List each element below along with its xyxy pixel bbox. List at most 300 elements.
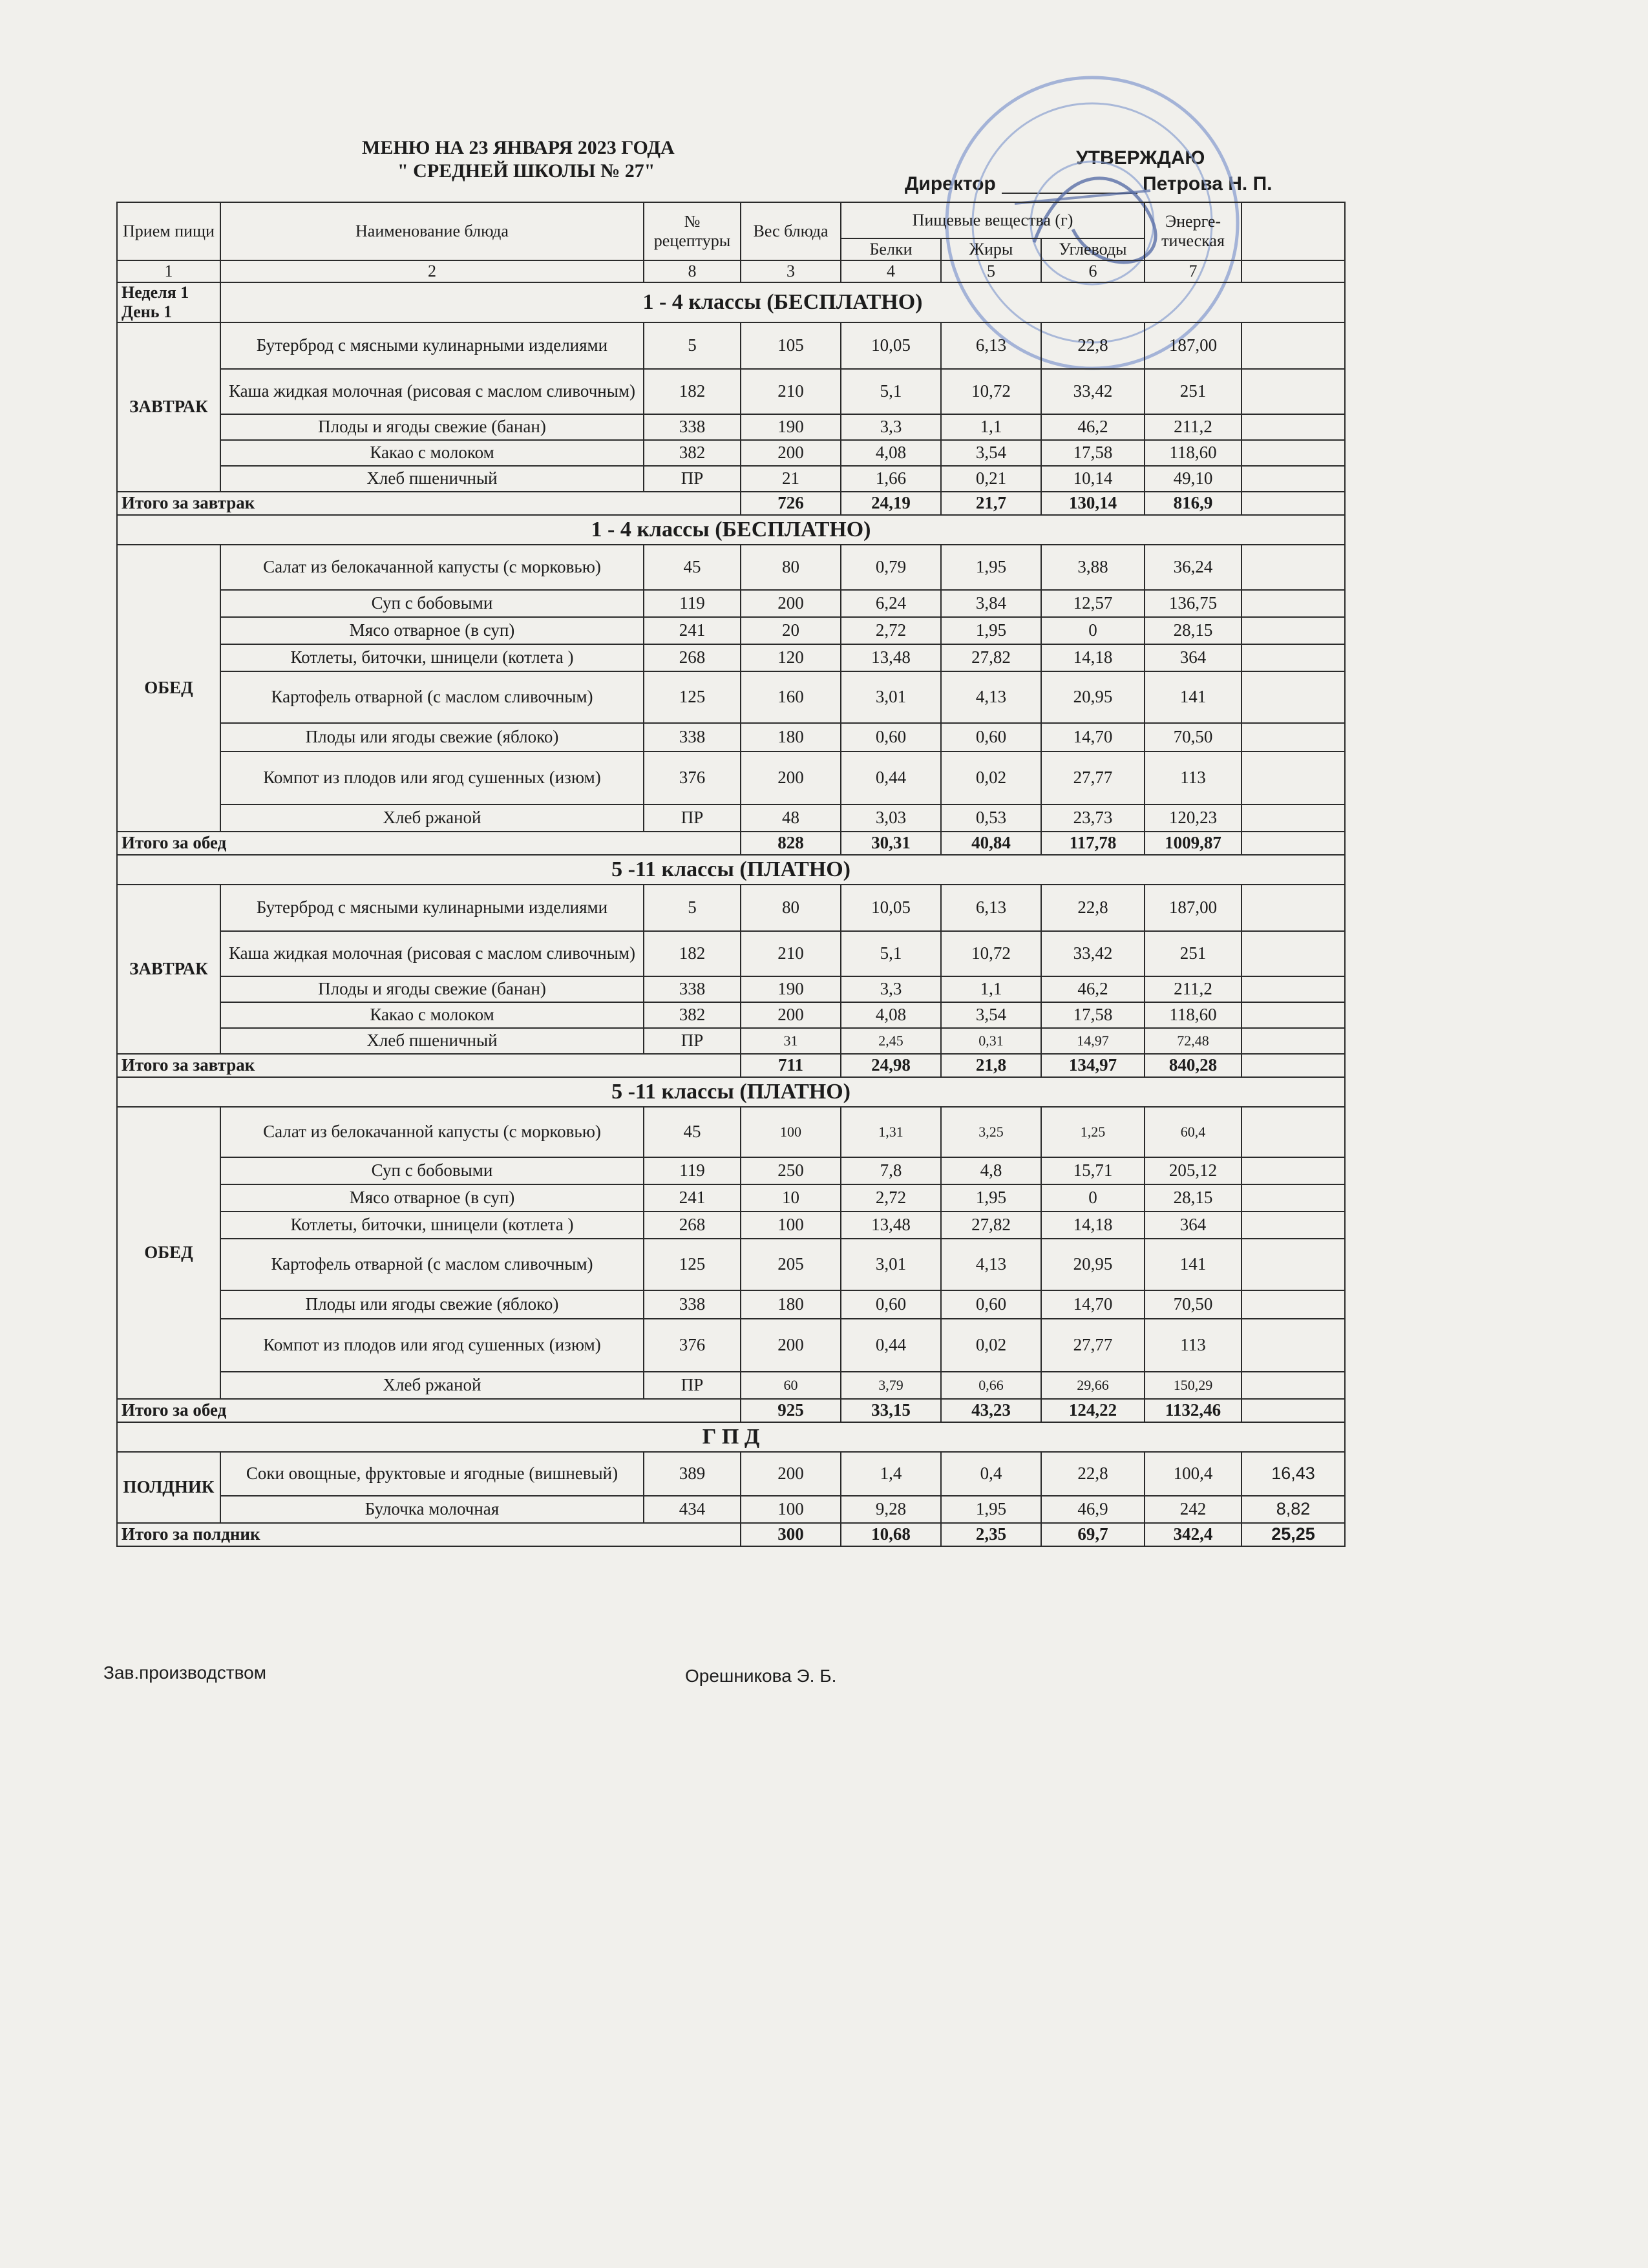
nutrient-value: 10,72 — [941, 369, 1041, 414]
col-carbs-header: Углеводы — [1041, 238, 1145, 260]
dish-name: Суп с бобовыми — [220, 590, 644, 617]
nutrient-value: 10,14 — [1041, 466, 1145, 492]
nutrient-value: 23,73 — [1041, 804, 1145, 832]
total-row — [117, 832, 1345, 855]
col-dish-header: Наименование блюда — [220, 202, 644, 260]
nutrient-value: 4,13 — [941, 1239, 1041, 1290]
section-row — [117, 515, 1345, 545]
section-row — [117, 282, 1345, 322]
nutrient-value: 205,12 — [1145, 1157, 1241, 1184]
column-number: 1 — [117, 260, 220, 282]
nutrient-value: 10 — [741, 1184, 841, 1212]
nutrient-value: 364 — [1145, 644, 1241, 671]
col-extra-header — [1241, 202, 1345, 260]
nutrient-value: 118,60 — [1145, 1002, 1241, 1028]
nutrient-value: 0 — [1041, 617, 1145, 644]
school-name: " СРЕДНЕЙ ШКОЛЫ № 27" — [397, 160, 655, 182]
nutrient-value: 0,21 — [941, 466, 1041, 492]
dish-name: Плоды или ягоды свежие (яблоко) — [220, 723, 644, 751]
total-value: 342,4 — [1145, 1523, 1241, 1546]
nutrient-value: 17,58 — [1041, 440, 1145, 466]
dish-name: Бутерброд с мясными кулинарными изделиями — [220, 322, 644, 369]
nutrient-value: 72,48 — [1145, 1028, 1241, 1054]
nutrient-value: 190 — [741, 976, 841, 1002]
recipe-number: 268 — [644, 644, 741, 671]
dish-name: Компот из плодов или ягод сушенных (изюм) — [220, 751, 644, 804]
dish-row — [117, 1157, 1345, 1184]
nutrient-value: 70,50 — [1145, 1290, 1241, 1319]
meal-label: ПОЛДНИК — [117, 1452, 220, 1523]
dish-name: Мясо отварное (в суп) — [220, 617, 644, 644]
recipe-number: 125 — [644, 671, 741, 723]
section-title: 1 - 4 классы (БЕСПЛАТНО) — [220, 282, 1345, 322]
nutrient-value: 27,82 — [941, 1212, 1041, 1239]
nutrient-value: 46,2 — [1041, 414, 1145, 440]
nutrient-value: 20,95 — [1041, 671, 1145, 723]
dish-name: Соки овощные, фруктовые и ягодные (вишневый) — [220, 1452, 644, 1496]
total-value: 10,68 — [841, 1523, 941, 1546]
dish-name: Каша жидкая молочная (рисовая с маслом сливочным) — [220, 369, 644, 414]
extra-value — [1241, 885, 1345, 931]
column-number: 3 — [741, 260, 841, 282]
dish-row — [117, 466, 1345, 492]
recipe-number: 5 — [644, 322, 741, 369]
nutrient-value: 14,70 — [1041, 723, 1145, 751]
total-label: Итого за завтрак — [117, 1054, 741, 1077]
nutrient-value: 0,44 — [841, 751, 941, 804]
dish-name: Суп с бобовыми — [220, 1157, 644, 1184]
dish-row — [117, 1290, 1345, 1319]
dish-row — [117, 1319, 1345, 1372]
nutrient-value: 6,13 — [941, 322, 1041, 369]
dish-row — [117, 322, 1345, 369]
nutrient-value: 200 — [741, 1452, 841, 1496]
nutrient-value: 2,72 — [841, 1184, 941, 1212]
nutrient-value: 251 — [1145, 931, 1241, 976]
nutrient-value: 0,53 — [941, 804, 1041, 832]
menu-title: МЕНЮ НА 23 ЯНВАРЯ 2023 ГОДА — [362, 137, 675, 158]
nutrient-value: 6,13 — [941, 885, 1041, 931]
dish-name: Мясо отварное (в суп) — [220, 1184, 644, 1212]
total-value: 726 — [741, 492, 841, 515]
nutrient-value: 10,05 — [841, 885, 941, 931]
dish-row — [117, 1239, 1345, 1290]
nutrient-value: 180 — [741, 1290, 841, 1319]
dish-row — [117, 440, 1345, 466]
dish-name: Салат из белокачанной капусты (с морковью) — [220, 545, 644, 590]
dish-name: Котлеты, биточки, шницели (котлета ) — [220, 1212, 644, 1239]
dish-name: Каша жидкая молочная (рисовая с маслом сливочным) — [220, 931, 644, 976]
col-meal-header: Прием пищи — [117, 202, 220, 260]
header-row — [117, 202, 1345, 238]
recipe-number: 338 — [644, 976, 741, 1002]
extra-value — [1241, 1157, 1345, 1184]
total-extra — [1241, 1399, 1345, 1422]
nutrient-value: 3,03 — [841, 804, 941, 832]
nutrient-value: 141 — [1145, 671, 1241, 723]
total-value: 816,9 — [1145, 492, 1241, 515]
column-number: 2 — [220, 260, 644, 282]
dish-name: Хлеб пшеничный — [220, 466, 644, 492]
nutrient-value: 46,9 — [1041, 1496, 1145, 1523]
nutrient-value: 3,01 — [841, 671, 941, 723]
nutrient-value: 4,08 — [841, 1002, 941, 1028]
nutrient-value: 0,60 — [841, 723, 941, 751]
nutrient-value: 2,72 — [841, 617, 941, 644]
dish-name: Картофель отварной (с маслом сливочным) — [220, 671, 644, 723]
nutrient-value: 1,1 — [941, 414, 1041, 440]
column-number: 4 — [841, 260, 941, 282]
nutrient-value: 200 — [741, 1319, 841, 1372]
column-number: 6 — [1041, 260, 1145, 282]
column-number: 5 — [941, 260, 1041, 282]
nutrient-value: 0,44 — [841, 1319, 941, 1372]
extra-value — [1241, 804, 1345, 832]
total-value: 711 — [741, 1054, 841, 1077]
nutrient-value: 14,18 — [1041, 1212, 1145, 1239]
production-manager-name: Орешникова Э. Б. — [685, 1666, 837, 1686]
dish-name: Хлеб ржаной — [220, 1372, 644, 1399]
dish-row — [117, 1212, 1345, 1239]
director-label: Директор — [905, 173, 996, 194]
nutrient-value: 3,54 — [941, 1002, 1041, 1028]
extra-value — [1241, 590, 1345, 617]
nutrient-value: 100 — [741, 1107, 841, 1157]
nutrient-value: 10,72 — [941, 931, 1041, 976]
dish-name: Салат из белокачанной капусты (с морковью) — [220, 1107, 644, 1157]
nutrient-value: 70,50 — [1145, 723, 1241, 751]
nutrient-value: 28,15 — [1145, 617, 1241, 644]
section-title: Г П Д — [117, 1422, 1345, 1452]
section-row — [117, 855, 1345, 885]
dish-name: Хлеб пшеничный — [220, 1028, 644, 1054]
col-proteins-header: Белки — [841, 238, 941, 260]
extra-value — [1241, 751, 1345, 804]
nutrient-value: 120,23 — [1145, 804, 1241, 832]
recipe-number: 45 — [644, 545, 741, 590]
nutrient-value: 4,13 — [941, 671, 1041, 723]
nutrient-value: 28,15 — [1145, 1184, 1241, 1212]
day-label: День 1 — [121, 302, 172, 321]
dish-name: Хлеб ржаной — [220, 804, 644, 832]
total-extra — [1241, 832, 1345, 855]
total-value: 21,7 — [941, 492, 1041, 515]
recipe-number: ПР — [644, 804, 741, 832]
section-row — [117, 1422, 1345, 1452]
recipe-number: 376 — [644, 1319, 741, 1372]
nutrient-value: 3,79 — [841, 1372, 941, 1399]
meal-label: ОБЕД — [117, 545, 220, 832]
nutrient-value: 29,66 — [1041, 1372, 1145, 1399]
nutrient-value: 7,8 — [841, 1157, 941, 1184]
recipe-number: 338 — [644, 723, 741, 751]
extra-value — [1241, 414, 1345, 440]
nutrient-value: 205 — [741, 1239, 841, 1290]
extra-value — [1241, 1290, 1345, 1319]
nutrient-value: 10,05 — [841, 322, 941, 369]
recipe-number: 125 — [644, 1239, 741, 1290]
extra-value — [1241, 1239, 1345, 1290]
column-number: 7 — [1145, 260, 1241, 282]
extra-value — [1241, 1107, 1345, 1157]
nutrient-value: 0 — [1041, 1184, 1145, 1212]
dish-name: Какао с молоком — [220, 440, 644, 466]
section-title: 5 -11 классы (ПЛАТНО) — [117, 855, 1345, 885]
dish-name: Плоды или ягоды свежие (яблоко) — [220, 1290, 644, 1319]
nutrient-value: 17,58 — [1041, 1002, 1145, 1028]
dish-name: Какао с молоком — [220, 1002, 644, 1028]
nutrient-value: 3,88 — [1041, 545, 1145, 590]
nutrient-value: 1,31 — [841, 1107, 941, 1157]
total-extra: 25,25 — [1241, 1523, 1345, 1546]
nutrient-value: 14,18 — [1041, 644, 1145, 671]
recipe-number: 268 — [644, 1212, 741, 1239]
nutrient-value: 3,84 — [941, 590, 1041, 617]
dish-name: Плоды и ягоды свежие (банан) — [220, 414, 644, 440]
nutrient-value: 20,95 — [1041, 1239, 1145, 1290]
nutrient-value: 211,2 — [1145, 976, 1241, 1002]
dish-row — [117, 976, 1345, 1002]
dish-row — [117, 1496, 1345, 1523]
total-label: Итого за полдник — [117, 1523, 741, 1546]
nutrient-value: 80 — [741, 545, 841, 590]
total-extra — [1241, 492, 1345, 515]
recipe-number: 241 — [644, 1184, 741, 1212]
dish-row — [117, 545, 1345, 590]
nutrient-value: 200 — [741, 1002, 841, 1028]
dish-row — [117, 590, 1345, 617]
recipe-number: 182 — [644, 931, 741, 976]
total-value: 40,84 — [941, 832, 1041, 855]
nutrient-value: 27,82 — [941, 644, 1041, 671]
nutrient-value: 31 — [741, 1028, 841, 1054]
nutrient-value: 3,25 — [941, 1107, 1041, 1157]
production-manager-label: Зав.производством — [103, 1663, 266, 1683]
nutrient-value: 250 — [741, 1157, 841, 1184]
dish-row — [117, 644, 1345, 671]
total-value: 925 — [741, 1399, 841, 1422]
nutrient-value: 21 — [741, 466, 841, 492]
nutrient-value: 49,10 — [1145, 466, 1241, 492]
extra-value — [1241, 440, 1345, 466]
col-nutrients-header: Пищевые вещества (г) — [841, 202, 1145, 238]
nutrient-value: 4,08 — [841, 440, 941, 466]
total-value: 33,15 — [841, 1399, 941, 1422]
nutrient-value: 46,2 — [1041, 976, 1145, 1002]
dish-row — [117, 1002, 1345, 1028]
nutrient-value: 13,48 — [841, 644, 941, 671]
nutrient-value: 210 — [741, 369, 841, 414]
extra-value — [1241, 931, 1345, 976]
dish-row — [117, 931, 1345, 976]
nutrient-value: 242 — [1145, 1496, 1241, 1523]
dish-row — [117, 885, 1345, 931]
nutrient-value: 27,77 — [1041, 751, 1145, 804]
nutrient-value: 160 — [741, 671, 841, 723]
extra-value — [1241, 1002, 1345, 1028]
total-value: 828 — [741, 832, 841, 855]
nutrient-value: 27,77 — [1041, 1319, 1145, 1372]
nutrient-value: 20 — [741, 617, 841, 644]
nutrient-value: 100,4 — [1145, 1452, 1241, 1496]
nutrient-value: 118,60 — [1145, 440, 1241, 466]
total-value: 300 — [741, 1523, 841, 1546]
nutrient-value: 0,66 — [941, 1372, 1041, 1399]
dish-row — [117, 804, 1345, 832]
total-value: 840,28 — [1145, 1054, 1241, 1077]
nutrient-value: 60 — [741, 1372, 841, 1399]
dish-name: Котлеты, биточки, шницели (котлета ) — [220, 644, 644, 671]
nutrient-value: 0,02 — [941, 1319, 1041, 1372]
col-fats-header: Жиры — [941, 238, 1041, 260]
nutrient-value: 187,00 — [1145, 885, 1241, 931]
total-value: 117,78 — [1041, 832, 1145, 855]
nutrient-value: 113 — [1145, 1319, 1241, 1372]
nutrient-value: 150,29 — [1145, 1372, 1241, 1399]
dish-row — [117, 723, 1345, 751]
extra-value — [1241, 1184, 1345, 1212]
nutrient-value: 0,60 — [841, 1290, 941, 1319]
nutrient-value: 33,42 — [1041, 931, 1145, 976]
nutrient-value: 1,4 — [841, 1452, 941, 1496]
column-number: 8 — [644, 260, 741, 282]
total-value: 134,97 — [1041, 1054, 1145, 1077]
nutrient-value: 1,95 — [941, 1184, 1041, 1212]
table-cell — [1241, 260, 1345, 282]
meal-label: ЗАВТРАК — [117, 885, 220, 1054]
total-label: Итого за обед — [117, 1399, 741, 1422]
total-value: 43,23 — [941, 1399, 1041, 1422]
total-row — [117, 1523, 1345, 1546]
meal-label: ЗАВТРАК — [117, 322, 220, 492]
nutrient-value: 251 — [1145, 369, 1241, 414]
nutrient-value: 9,28 — [841, 1496, 941, 1523]
dish-row — [117, 671, 1345, 723]
dish-name: Компот из плодов или ягод сушенных (изюм) — [220, 1319, 644, 1372]
nutrient-value: 22,8 — [1041, 885, 1145, 931]
week-label: Неделя 1 — [121, 283, 189, 302]
dish-name: Бутерброд с мясными кулинарными изделиями — [220, 885, 644, 931]
recipe-number: 5 — [644, 885, 741, 931]
total-value: 1132,46 — [1145, 1399, 1241, 1422]
nutrient-value: 364 — [1145, 1212, 1241, 1239]
col-recipe-header: № рецептуры — [644, 202, 741, 260]
section-title: 5 -11 классы (ПЛАТНО) — [117, 1077, 1345, 1107]
recipe-number: 382 — [644, 1002, 741, 1028]
section-row — [117, 1077, 1345, 1107]
total-extra — [1241, 1054, 1345, 1077]
nutrient-value: 3,01 — [841, 1239, 941, 1290]
nutrient-value: 1,95 — [941, 617, 1041, 644]
recipe-number: ПР — [644, 1028, 741, 1054]
dish-name: Картофель отварной (с маслом сливочным) — [220, 1239, 644, 1290]
nutrient-value: 13,48 — [841, 1212, 941, 1239]
nutrient-value: 5,1 — [841, 931, 941, 976]
meal-label: ОБЕД — [117, 1107, 220, 1399]
section-title: 1 - 4 классы (БЕСПЛАТНО) — [117, 515, 1345, 545]
nutrient-value: 1,1 — [941, 976, 1041, 1002]
nutrient-value: 141 — [1145, 1239, 1241, 1290]
extra-value — [1241, 369, 1345, 414]
extra-value — [1241, 1319, 1345, 1372]
nutrient-value: 0,60 — [941, 723, 1041, 751]
approve-label: УТВЕРЖДАЮ — [1076, 147, 1205, 169]
nutrient-value: 210 — [741, 931, 841, 976]
recipe-number: 338 — [644, 1290, 741, 1319]
extra-value — [1241, 976, 1345, 1002]
extra-value — [1241, 1212, 1345, 1239]
nutrient-value: 1,25 — [1041, 1107, 1145, 1157]
recipe-number: 45 — [644, 1107, 741, 1157]
recipe-number: 389 — [644, 1452, 741, 1496]
dish-row — [117, 751, 1345, 804]
nutrient-value: 3,3 — [841, 414, 941, 440]
nutrient-value: 200 — [741, 440, 841, 466]
nutrient-value: 0,4 — [941, 1452, 1041, 1496]
nutrient-value: 190 — [741, 414, 841, 440]
dish-row — [117, 617, 1345, 644]
dish-row — [117, 414, 1345, 440]
extra-value — [1241, 644, 1345, 671]
nutrient-value: 12,57 — [1041, 590, 1145, 617]
nutrient-value: 105 — [741, 322, 841, 369]
nutrient-value: 3,54 — [941, 440, 1041, 466]
total-label: Итого за обед — [117, 832, 741, 855]
recipe-number: 338 — [644, 414, 741, 440]
total-value: 1009,87 — [1145, 832, 1241, 855]
extra-value — [1241, 1372, 1345, 1399]
nutrient-value: 2,45 — [841, 1028, 941, 1054]
extra-value — [1241, 671, 1345, 723]
dish-row — [117, 1372, 1345, 1399]
total-value: 130,14 — [1041, 492, 1145, 515]
total-row — [117, 492, 1345, 515]
nutrient-value: 33,42 — [1041, 369, 1145, 414]
nutrient-value: 187,00 — [1145, 322, 1241, 369]
nutrient-value: 0,79 — [841, 545, 941, 590]
total-value: 124,22 — [1041, 1399, 1145, 1422]
nutrient-value: 200 — [741, 590, 841, 617]
director-name: Петрова Н. П. — [1143, 173, 1273, 194]
nutrient-value: 36,24 — [1145, 545, 1241, 590]
nutrient-value: 3,3 — [841, 976, 941, 1002]
recipe-number: 182 — [644, 369, 741, 414]
nutrient-value: 6,24 — [841, 590, 941, 617]
nutrient-value: 0,31 — [941, 1028, 1041, 1054]
nutrient-value: 120 — [741, 644, 841, 671]
recipe-number: ПР — [644, 1372, 741, 1399]
recipe-number: 382 — [644, 440, 741, 466]
nutrient-value: 136,75 — [1145, 590, 1241, 617]
total-value: 2,35 — [941, 1523, 1041, 1546]
total-value: 30,31 — [841, 832, 941, 855]
nutrient-value: 0,02 — [941, 751, 1041, 804]
col-weight-header: Вес блюда — [741, 202, 841, 260]
menu-table — [116, 202, 1346, 1547]
nutrient-value: 22,8 — [1041, 322, 1145, 369]
nutrient-value: 14,70 — [1041, 1290, 1145, 1319]
extra-value — [1241, 322, 1345, 369]
extra-value: 8,82 — [1241, 1496, 1345, 1523]
nutrient-value: 22,8 — [1041, 1452, 1145, 1496]
total-value: 24,19 — [841, 492, 941, 515]
recipe-number: 119 — [644, 590, 741, 617]
dish-name: Плоды и ягоды свежие (банан) — [220, 976, 644, 1002]
recipe-number: 119 — [644, 1157, 741, 1184]
nutrient-value: 200 — [741, 751, 841, 804]
recipe-number: 376 — [644, 751, 741, 804]
extra-value — [1241, 723, 1345, 751]
